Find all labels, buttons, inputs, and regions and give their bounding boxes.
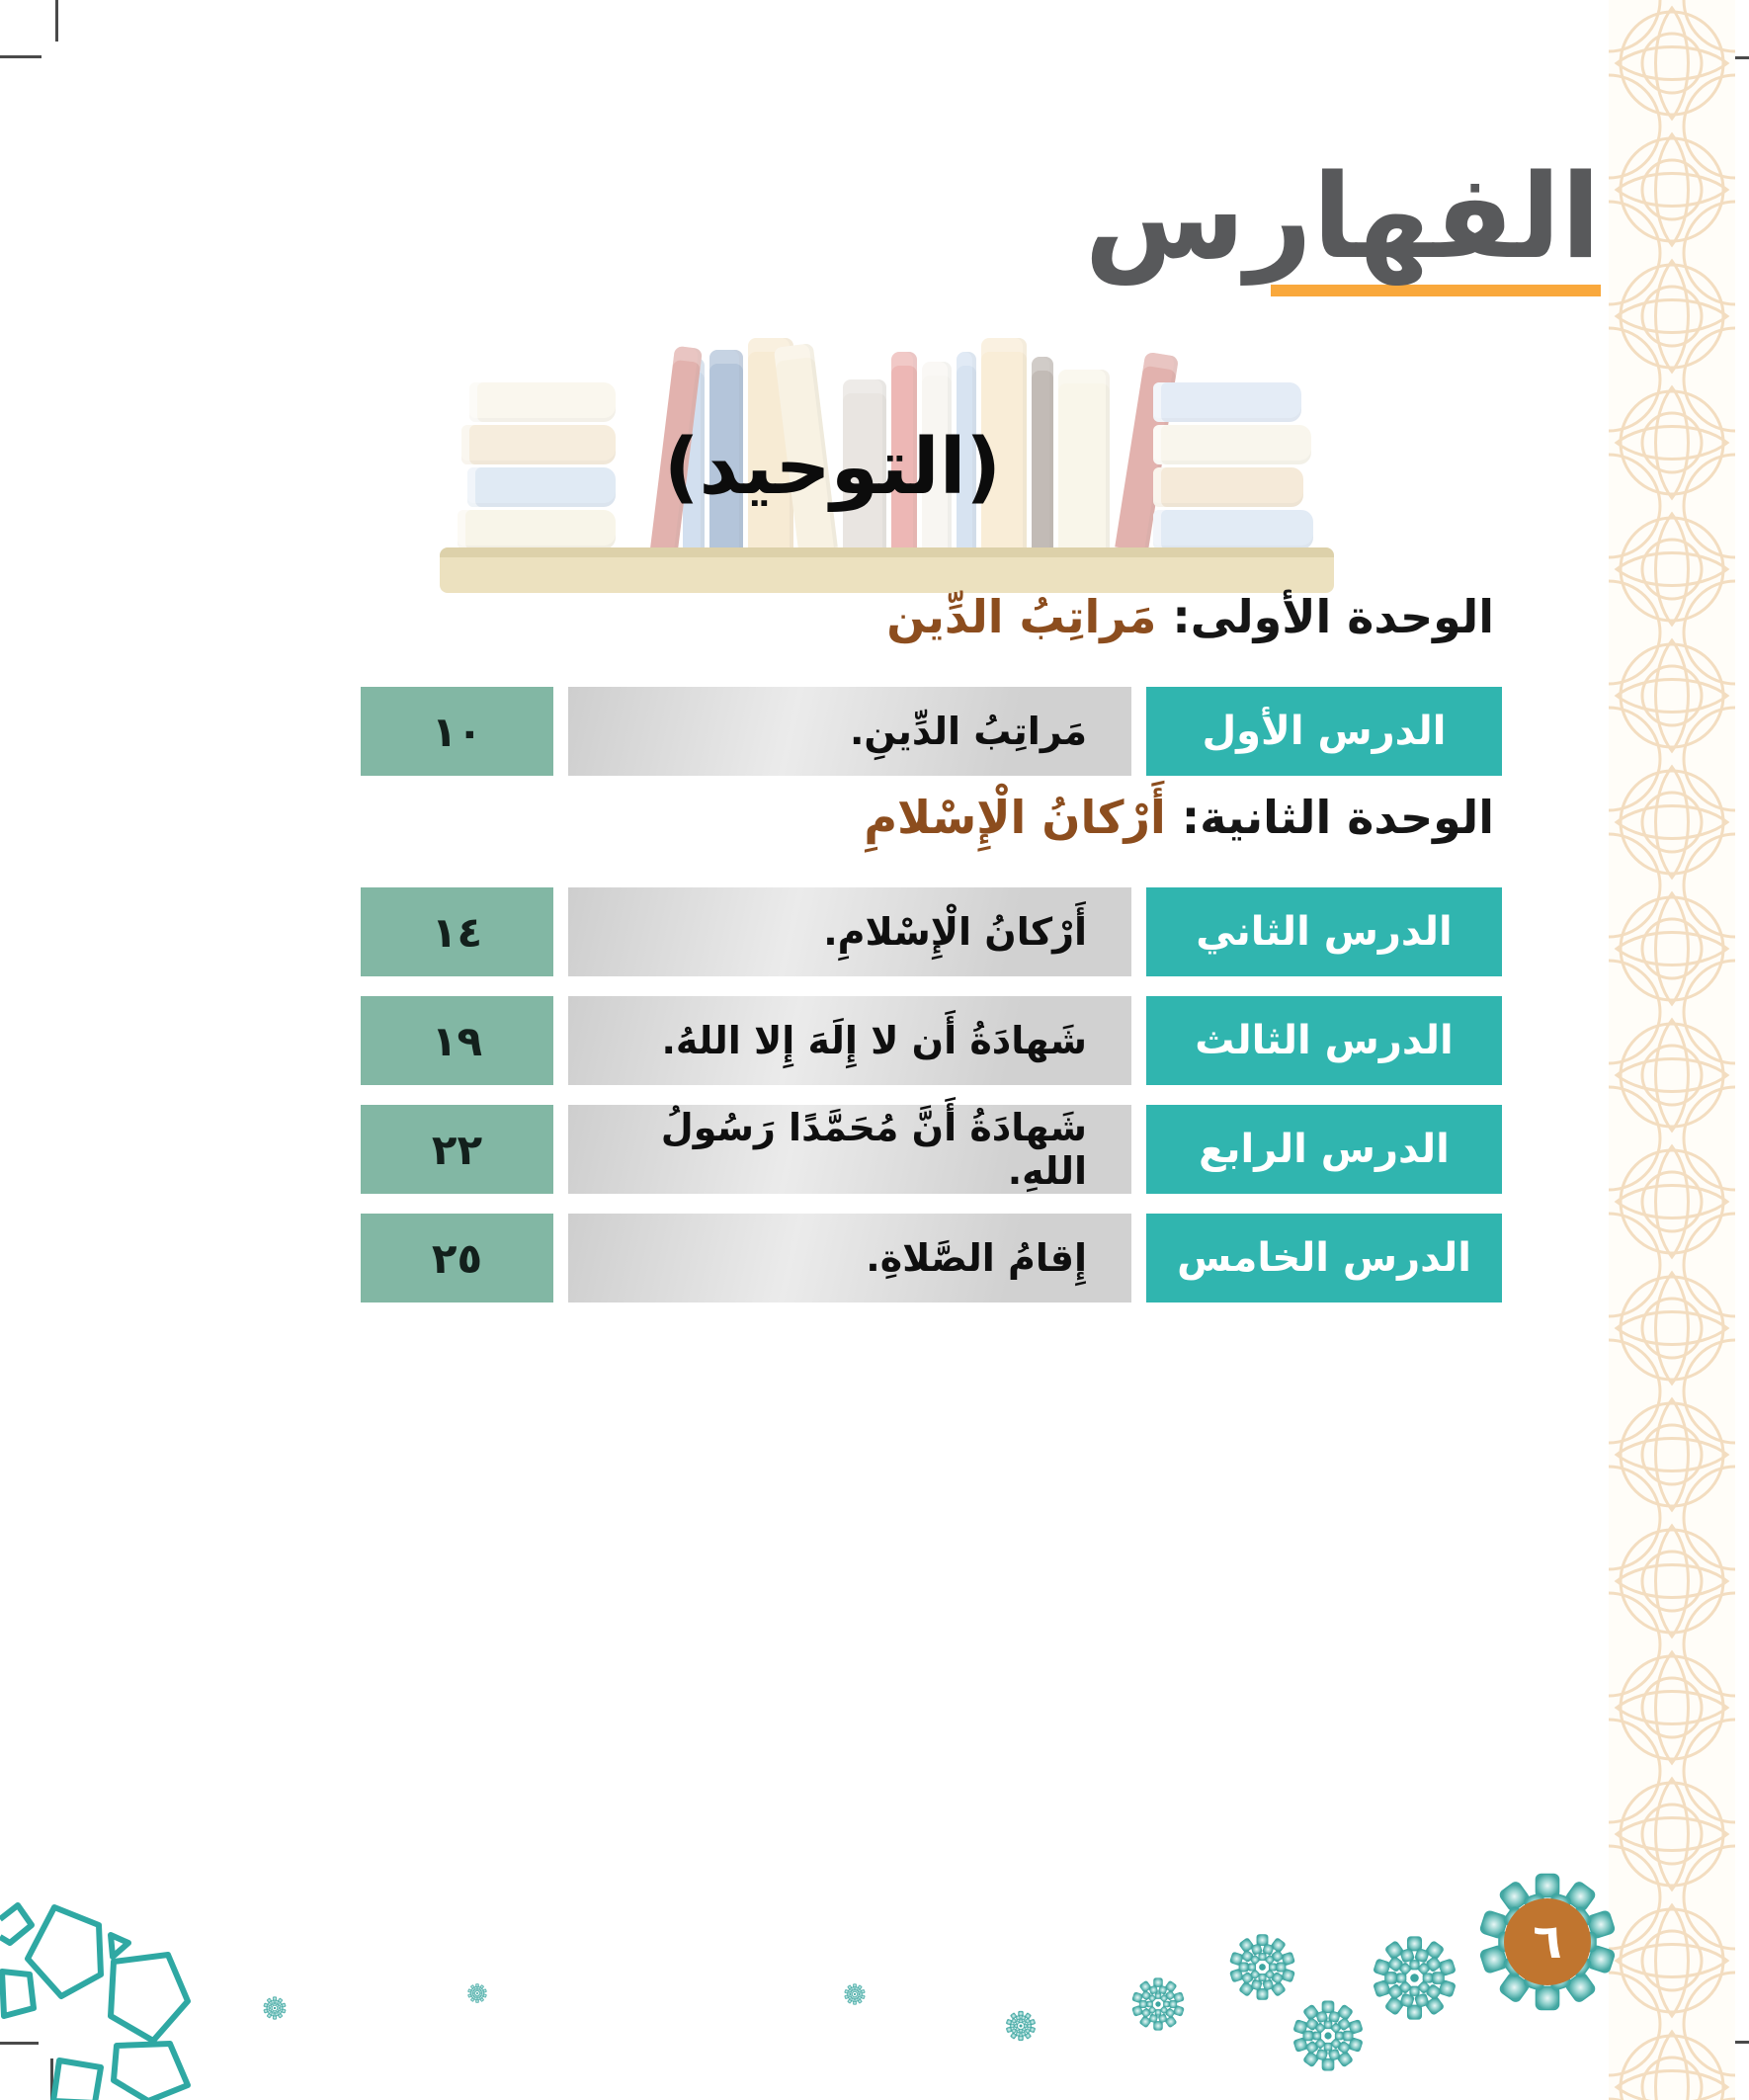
lesson-label: الدرس الأول bbox=[1146, 687, 1502, 776]
rosette-flower bbox=[262, 1995, 288, 2021]
page-title: الفهارس bbox=[1084, 148, 1601, 285]
bookshelf-illustration bbox=[440, 336, 1334, 593]
lesson-row bbox=[361, 1214, 1502, 1302]
crop-mark bbox=[0, 55, 42, 58]
lesson-page-number: ١٩ bbox=[361, 996, 553, 1085]
lesson-row bbox=[361, 687, 1502, 776]
unit-heading-2 bbox=[864, 786, 1494, 849]
rosette-flower bbox=[1289, 1996, 1368, 2075]
lesson-topic: إِقامُ الصَّلاةِ. bbox=[568, 1214, 1131, 1302]
lesson-topic: شَهادَةُ أَن لا إِلَهَ إِلا اللهُ. bbox=[568, 996, 1131, 1085]
rosette-flower bbox=[1225, 1930, 1299, 2004]
lesson-row bbox=[361, 1105, 1502, 1194]
lesson-topic: شَهادَةُ أَنَّ مُحَمَّدًا رَسُولُ اللهِ. bbox=[568, 1105, 1131, 1194]
lesson-page-number: ١٠ bbox=[361, 687, 553, 776]
unit-subject: مَراتِبُ الدِّين bbox=[886, 590, 1157, 643]
book bbox=[1153, 510, 1313, 549]
page-number-badge bbox=[1470, 1865, 1624, 2019]
lesson-label: الدرس الخامس bbox=[1146, 1214, 1502, 1302]
lesson-page-number: ١٤ bbox=[361, 887, 553, 976]
side-ornament-band bbox=[1609, 0, 1735, 2100]
rosette-flower bbox=[843, 1982, 867, 2006]
lesson-row bbox=[361, 887, 1502, 976]
geometric-pentagon-pattern bbox=[0, 1897, 237, 2100]
lesson-label: الدرس الثالث bbox=[1146, 996, 1502, 1085]
lesson-page-number: ٢٢ bbox=[361, 1105, 553, 1194]
title-underline bbox=[1271, 285, 1601, 296]
lesson-topic: أَرْكانُ الْإِسْلامِ. bbox=[568, 887, 1131, 976]
lesson-label: الدرس الثاني bbox=[1146, 887, 1502, 976]
rosette-flower bbox=[1128, 1974, 1188, 2034]
rosette-flower bbox=[1368, 1931, 1461, 2025]
unit-title: الوحدة الثانية: bbox=[1181, 791, 1494, 844]
book bbox=[469, 382, 616, 422]
book bbox=[1153, 382, 1301, 422]
header bbox=[1084, 148, 1601, 296]
page-number-circle bbox=[1504, 1898, 1591, 1985]
rosette-flower bbox=[466, 1982, 488, 2004]
crop-mark bbox=[55, 0, 58, 42]
lesson-label: الدرس الرابع bbox=[1146, 1105, 1502, 1194]
book bbox=[458, 510, 616, 549]
unit-title: الوحدة الأولى: bbox=[1172, 590, 1494, 643]
lesson-topic: مَراتِبُ الدِّينِ. bbox=[568, 687, 1131, 776]
lesson-row bbox=[361, 996, 1502, 1085]
cover-label: (التوحيد) bbox=[663, 423, 1002, 512]
unit-heading-1 bbox=[886, 585, 1494, 648]
unit-subject: أَرْكانُ الْإِسْلامِ bbox=[864, 791, 1166, 844]
rosette-flower bbox=[1004, 2009, 1038, 2043]
lesson-page-number: ٢٥ bbox=[361, 1214, 553, 1302]
page-number: ٦ bbox=[1533, 1914, 1562, 1970]
